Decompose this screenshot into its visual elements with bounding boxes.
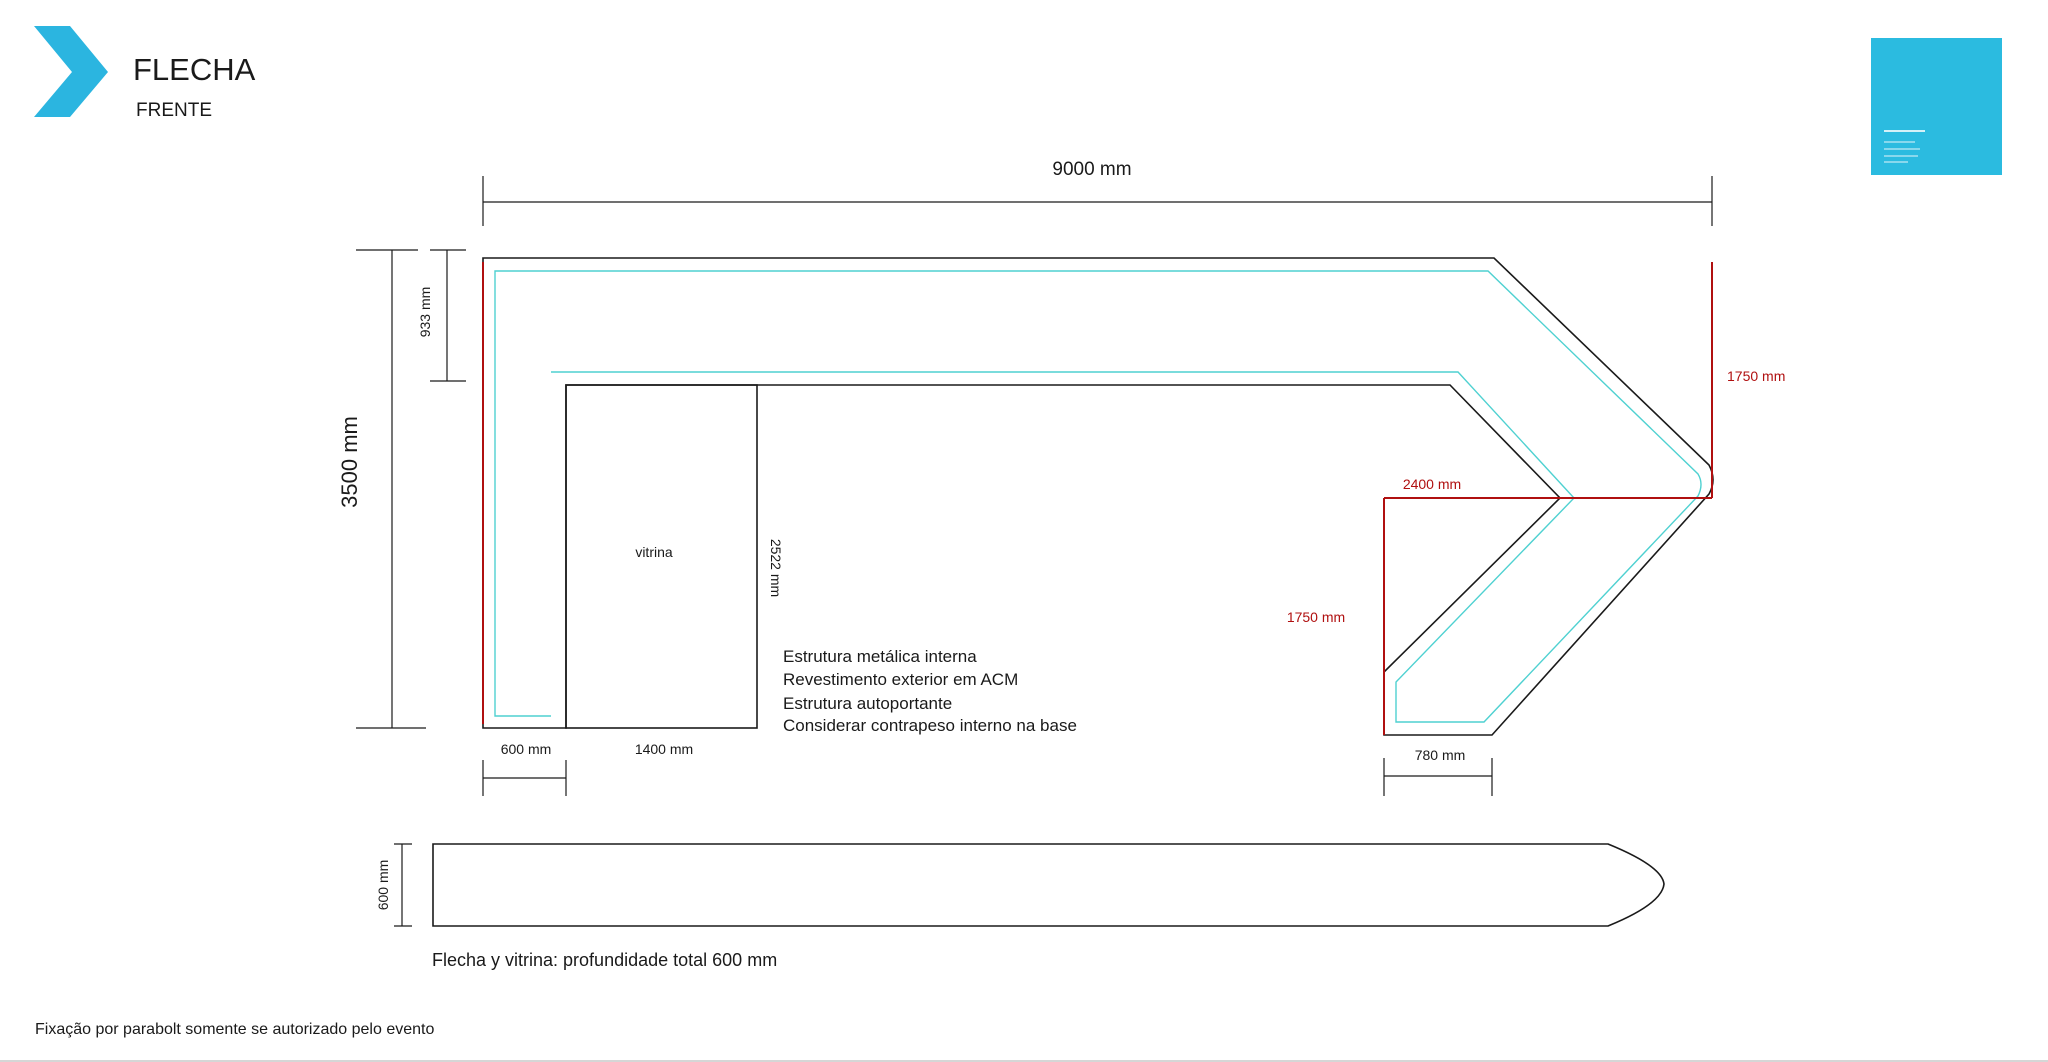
page-subtitle: FRENTE [136, 100, 212, 121]
dim-horizontal-red-label: 2400 mm [1402, 476, 1462, 492]
footer-note: Fixação por parabolt somente se autorizado pelo evento [35, 1021, 435, 1038]
dim-total-height-label: 3500 mm [337, 416, 362, 508]
inner-offset-line [495, 271, 1701, 722]
dim-side-depth-label: 600 mm [375, 859, 391, 911]
note-3: Estrutura autoportante [783, 694, 953, 713]
dim-side-depth [394, 844, 412, 926]
dim-vertical-red-label: 1750 mm [1286, 609, 1346, 625]
dim-tip-width-label: 780 mm [1414, 747, 1466, 763]
title-block [1871, 38, 2002, 175]
dim-left-leg [483, 760, 566, 796]
dim-vitrina-height-label: 2522 mm [768, 538, 784, 598]
dim-total-height [356, 250, 426, 728]
dim-left-leg-label: 600 mm [500, 741, 552, 757]
page-title: FLECHA [133, 52, 256, 87]
dim-total-width-label: 9000 mm [1052, 159, 1132, 180]
note-4: Considerar contrapeso interno na base [783, 716, 1077, 735]
dim-top-band-label: 933 mm [417, 286, 433, 338]
vitrina-label: vitrina [635, 544, 673, 560]
dim-top-band [430, 250, 466, 381]
dim-vitrina-width-label: 1400 mm [634, 741, 694, 757]
note-2: Revestimento exterior em ACM [783, 670, 1019, 689]
dim-total-width [483, 176, 1712, 226]
dim-diag-right-label: 1750 mm [1727, 368, 1786, 384]
flecha-logo-icon [34, 26, 108, 117]
arrow-outline [483, 258, 1713, 735]
side-elevation-outline [433, 844, 1664, 926]
dim-tip-width [1384, 758, 1492, 796]
side-caption: Flecha y vitrina: profundidade total 600 mm [432, 950, 778, 970]
note-1: Estrutura metálica interna [783, 647, 977, 666]
